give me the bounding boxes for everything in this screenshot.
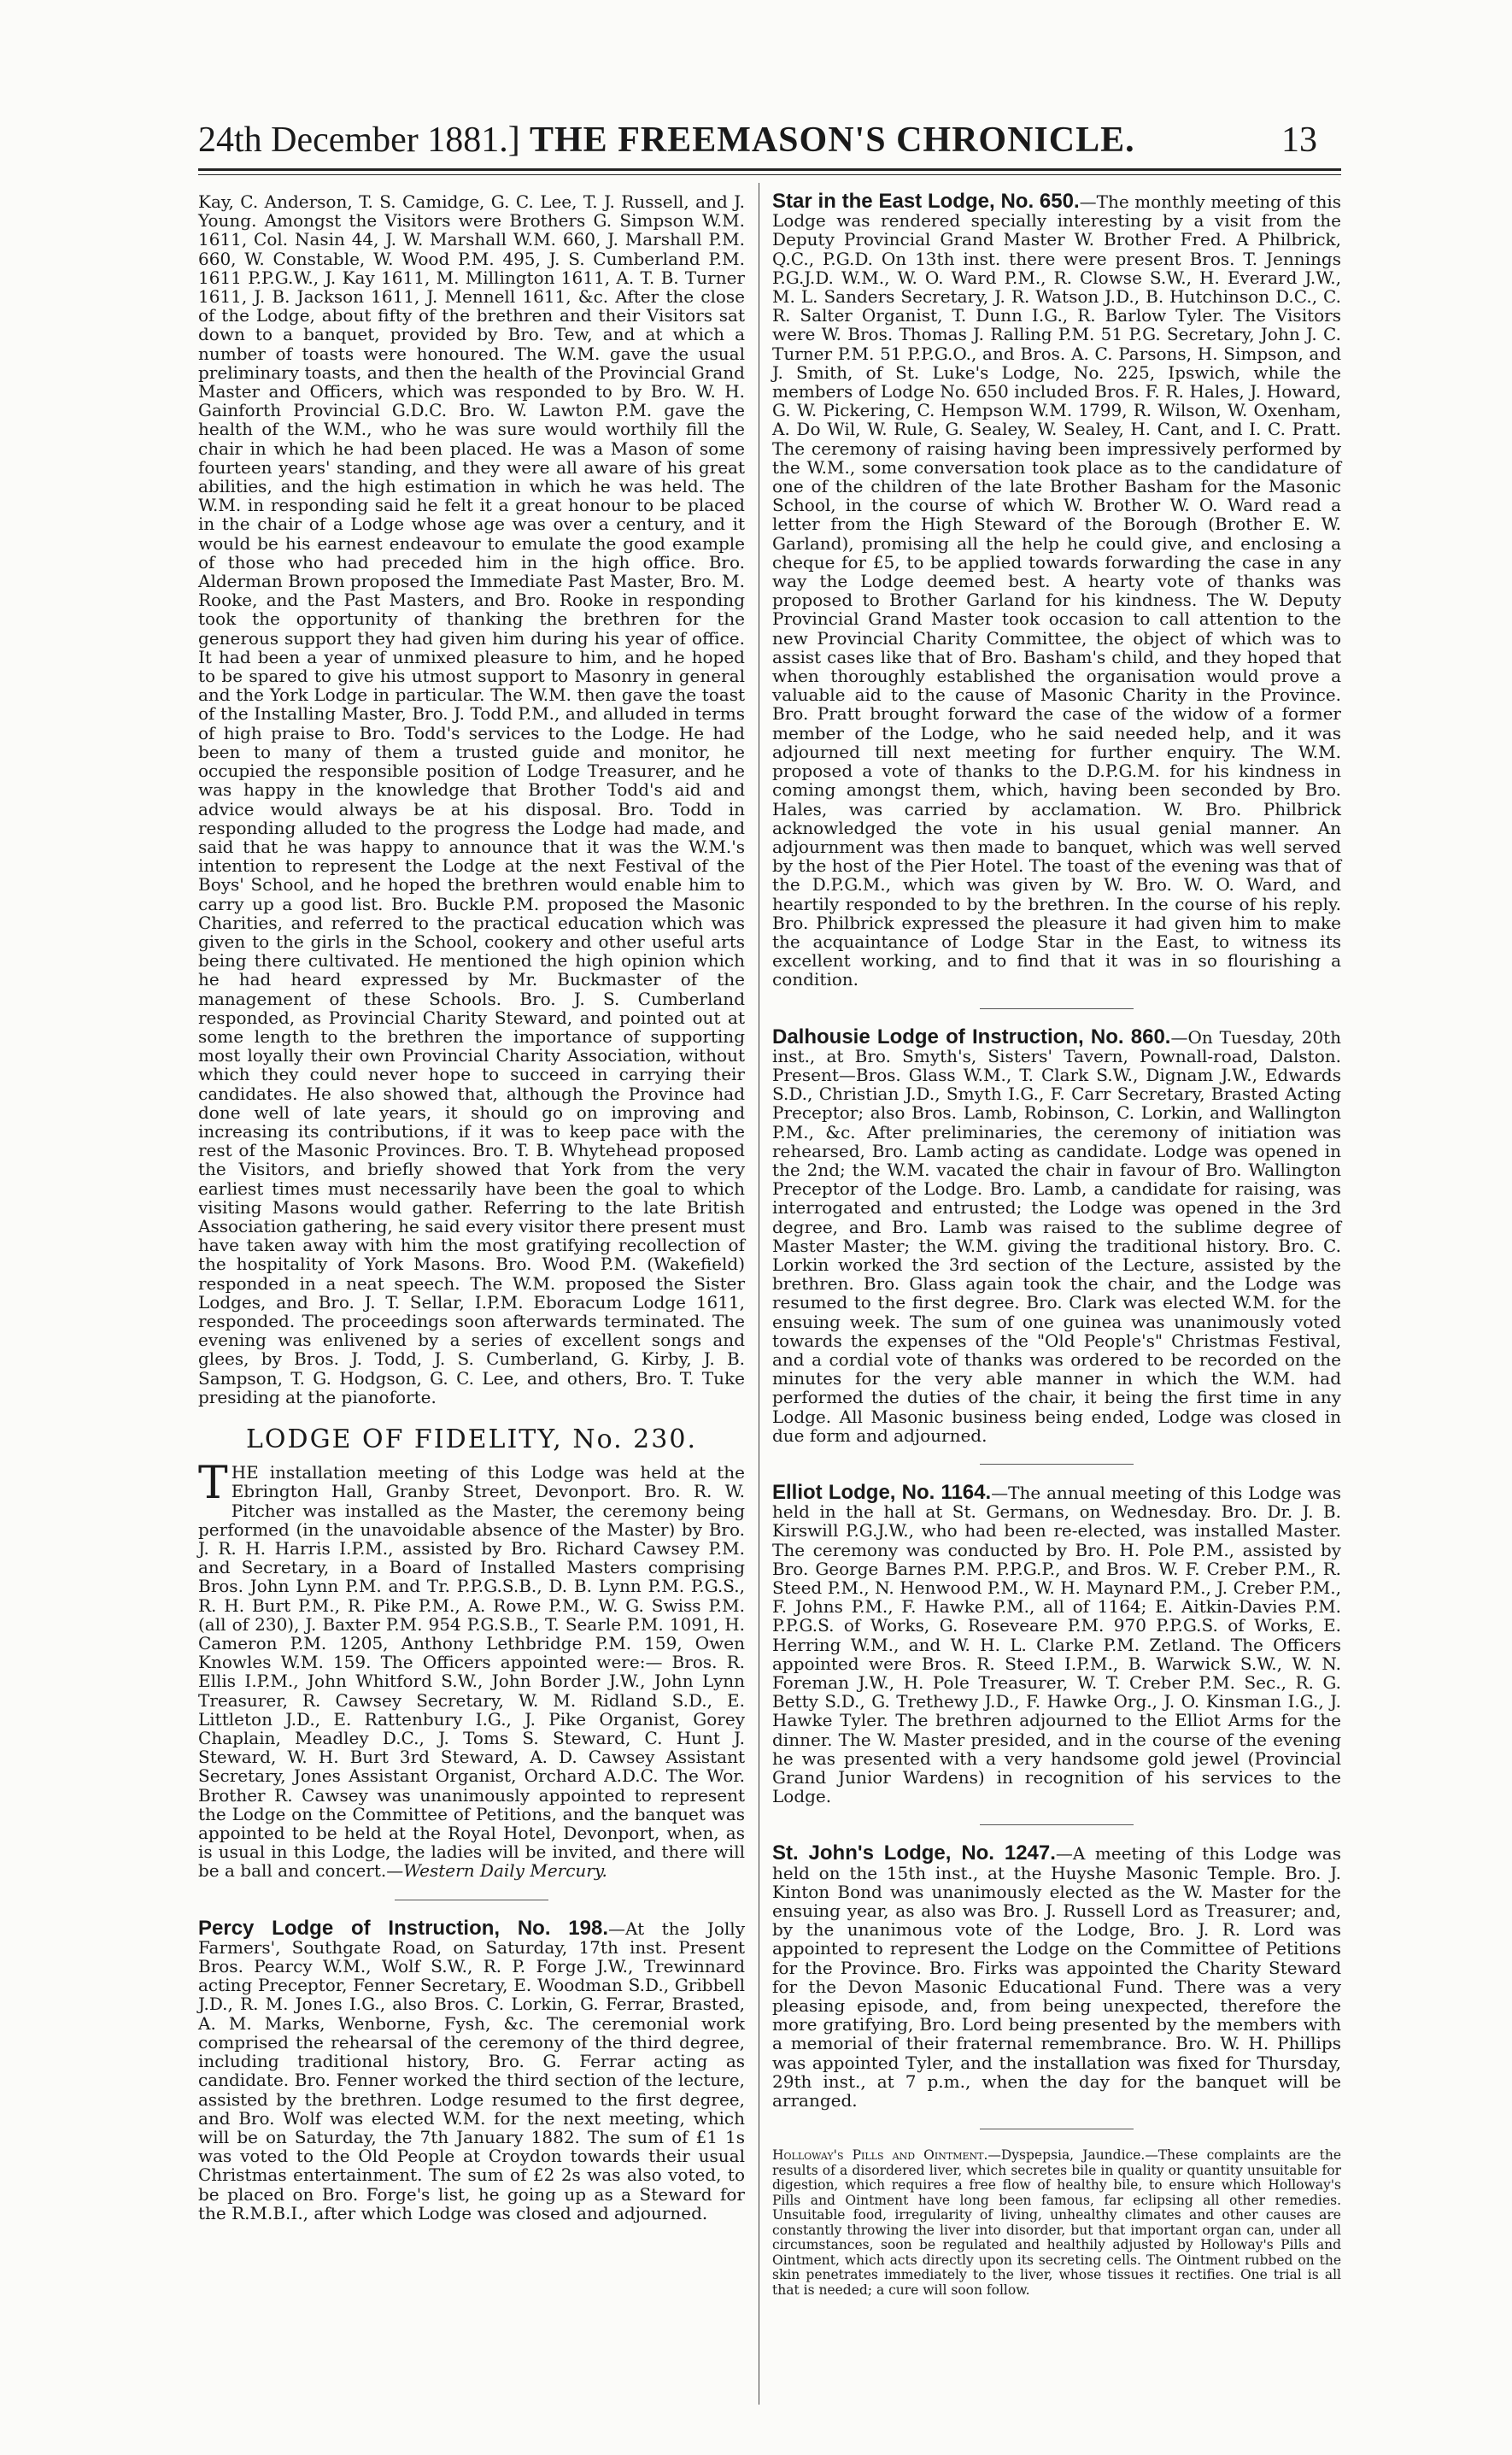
section-divider (980, 1464, 1134, 1465)
header-rule-thin (198, 174, 1341, 175)
stjohn-lodge-body: —A meeting of this Lodge was held on the 15th inst., at the Huyshe Masonic Temple. Bro. J. Kinton Bond was unanimously elected as the W. Master for the ensuing year, as also was Bro. J. Russell Lord as Treasurer; and, by the unanimous vote of the Lodge, Bro. J. R. Lord was appointed to represent the Lodge on the Committee of Petitions for the Province. Bro. Firks was appointed the Charity Steward for the Devon Masonic Educational Fund. There was a very pleasing episode, and, from being unexpected, therefore the more gratifying, Bro. Lord being presented by the members with a memorial of their fraternal remembrance. Bro. W. H. Phillips was appointed Tyler, and the installation was fixed for Thursday, 29th inst., at 7 p.m., when the day for the banquet will be arranged. (772, 1843, 1341, 2111)
dalhousie-lodge-report (772, 1025, 1341, 1446)
percy-lodge-body: —At the Jolly Farmers', Southgate Road, on Saturday, 17th inst. Present Bros. Pearcy W.M., Wolf S.W., R. P. Forge J.W., Trewinnard acting Preceptor, Fenner Secretary, E. Woodman S.D., Gribbell J.D., R. M. Jones I.G., also Bros. C. Lorkin, G. Ferrar, Brasted, A. M. Marks, Wenborne, Fysh, &c. The ceremonial work comprised the rehearsal of the ceremony of the third degree, including traditional history, Bro. G. Ferrar acting as candidate. Bro. Fenner worked the third section of the lecture, assisted by the brethren. Lodge resumed to the first degree, and Bro. Wolf was elected W.M. for the next meeting, which will be on Saturday, the 7th January 1882. The sum of £1 1s was voted to the Old People at Croydon towards their usual Christmas entertainment. The sum of £2 2s was also voted, to be placed on Bro. Forge's list, he going up as a Steward for the R.M.B.I., after which Lodge was closed and adjourned. (198, 1918, 746, 2223)
fidelity-section-title: LODGE OF FIDELITY, No. 230. (246, 1424, 697, 1454)
star-lodge-report (772, 192, 1341, 990)
york-lodge-report: Kay, C. Anderson, T. S. Camidge, G. C. Lee, T. J. Russell, and J. Young. Amongst the Visitors were Brothers G. Simpson W.M. 1611, Col. Nasin 44, J. W. Marshall W.M. 660, J. Marshall P.M. 660, W. Constable, W. Wood P.M. 495, J. S. Cumberland P.M. 1611 P.P.G.W., J. Kay 1611, M. Millington 1611, A. T. B. Turner 1611, J. B. Jackson 1611, J. Mennell 1611, &c. After the close of the Lodge, about fifty of the brethren and their Visitors sat down to a banquet, provided by Bro. Tew, and at which a number of toasts were honoured. The W.M. gave the usual preliminary toasts, and then the health of the Provincial Grand Master and Officers, which was responded to by Bro. W. H. Gainforth Provincial G.D.C. Bro. W. Lawton P.M. gave the health of the W.M., who he was sure would worthily fill the chair in which he had been placed. He was a Mason of some fourteen years' standing, and they were all aware of his great abilities, and the high estimation in which he was held. The W.M. in responding said he felt it a great honour to be placed in the chair of a Lodge whose age was over a century, and it would be his earnest endeavour to emulate the good example of those who had preceded him in the high office. Bro. Alderman Brown proposed the Immediate Past Master, Bro. M. Rooke, and the Past Masters, and Bro. Rooke in responding took the opportunity of thanking the brethren for the generous support they had given him during his year of office. It had been a year of unmixed pleasure to him, and he hoped to be spared to give his utmost support to Masonry in general and the York Lodge in particular. The W.M. then gave the toast of the Installing Master, Bro. J. Todd P.M., and alluded in terms of high praise to Bro. Todd's services to the Lodge. He had been to many of them a trusted guide and monitor, he occupied the responsible position of Lodge Treasurer, and he was happy in the knowledge that Brother Todd's aid and advice would always be at his disposal. Bro. Todd in responding alluded to the progress the Lodge had made, and said that he was happy to announce that it was the W.M.'s intention to represent the Lodge at the next Festival of the Boys' School, and he hoped the brethren would enable him to carry up a good list. Bro. Buckle P.M. proposed the Masonic Charities, and referred to the practical education which was given to the girls in the School, cookery and other useful arts being there cultivated. He mentioned the high opinion which he had heard expressed by Mr. Buckmaster of the management of these Schools. Bro. J. S. Cumberland responded, as Provincial Charity Steward, and pointed out at some length to the brethren the importance of supporting most loyally their own Provincial Charity Association, without which they could never hope to succeed in carrying their candidates. He also showed that, although the Province had done well of late years, it should go on improving and increasing its contributions, if it was to keep pace with the rest of the Masonic Provinces. Bro. T. B. Whytehead proposed the Visitors, and briefly showed that York from the very earliest times must necessarily have been the goal to which visiting Masons would gather. Referring to the late British Association gathering, he said every visitor there present must have taken away with him the most gratifying recollection of the hospitality of York Masons. Bro. Wood P.M. (Wakefield) responded in a neat speech. The W.M. proposed the Sister Lodges, and Bro. J. T. Sellar, I.P.M. Eboracum Lodge 1611, responded. The proceedings soon afterwards terminated. The evening was enlivened by a series of excellent songs and glees, by Bros. J. Todd, J. S. Cumberland, G. Kirby, J. B. Sampson, T. G. Hodgson, G. C. Lee, and others, Bro. T. Tuke presiding at the pianoforte. (198, 191, 745, 1407)
dalhousie-lodge-heading: Dalhousie Lodge of Instruction, No. 860. (772, 1025, 1171, 1048)
section-divider (980, 1824, 1134, 1825)
section-divider (980, 1008, 1134, 1009)
holloway-advertisement (772, 2148, 1341, 2298)
percy-lodge-heading: Percy Lodge of Instruction, No. 198. (198, 1916, 609, 1940)
header-rule (198, 168, 1341, 171)
elliot-lodge-heading: Elliot Lodge, No. 1164. (772, 1481, 992, 1504)
left-column (198, 192, 745, 2223)
fidelity-report (198, 1458, 745, 1882)
advertisement-lead: Holloway's Pills and Ointment. (772, 2147, 988, 2164)
advertisement-body: —Dyspepsia, Jaundice.—These complaints are the results of a disordered liver, which secretes bile in quality or quantity unsuitable for digestion, which requires a free flow of healthy bile, to ensure which Holloway's Pills and Ointment have long been famous, far eclipsing all other remedies. Unsuitable food, irregularity of living, unhealthy climates and other causes are constantly throwing the liver into disorder, but that important organ can, under all circumstances, soon be regulated and healthily adjusted by Holloway's Pills and Ointment, which acts directly upon its secreting cells. The Ointment rubbed on the skin penetrates immediately to the liver, whose tissues it rectifies. One trial is all that is needed; a cure will soon follow. (772, 2147, 1341, 2298)
newspaper-title: THE FREEMASON'S CHRONICLE. (530, 120, 1135, 160)
dalhousie-lodge-body: —On Tuesday, 20th inst., at Bro. Smyth's, Sisters' Tavern, Pownall-road, Dalston. Present—Bros. Glass W.M., T. Clark S.W., Dignam J.W., Edwards S.D., Christian J.D., Smyth I.G., F. Carr Secretary, Brasted Acting Preceptor; also Bros. Lamb, Robinson, C. Lorkin, and Wallington P.M., &c. After preliminaries, the ceremony of initiation was rehearsed, Bro. Lamb acting as candidate. Lodge was opened in the 2nd; the W.M. vacated the chair in favour of Bro. Wallington Preceptor of the Lodge. Bro. Lamb, a candidate for raising, was interrogated and entrusted; the Lodge was opened in the 3rd degree, and Bro. Lamb was raised to the sublime degree of Master Master; the W.M. giving the traditional history. Bro. C. Lorkin worked the 3rd section of the Lecture, assisted by the brethren. Bro. Glass again took the chair, and the Lodge was resumed to the first degree. Bro. Clark was elected W.M. for the ensuing week. The sum of one guinea was unanimously voted towards the expenses of the "Old People's" Christmas Festival, and a cordial vote of thanks was ordered to be recorded on the minutes for the very able manner in which the W.M. had performed the duties of the chair, it being the first time in any Lodge. All Masonic business being ended, Lodge was closed in due form and adjourned. (772, 1026, 1341, 1446)
elliot-lodge-report (772, 1483, 1341, 1806)
drop-cap: T (198, 1458, 228, 1510)
fidelity-source: Western Daily Mercury. (403, 1860, 607, 1882)
star-lodge-heading: Star in the East Lodge, No. 650. (772, 190, 1080, 213)
percy-lodge-report (198, 1916, 746, 2223)
page-number: 13 (1281, 120, 1317, 160)
stjohn-lodge-report (772, 1841, 1341, 2111)
stjohn-lodge-heading: St. John's Lodge, No. 1247. (772, 1841, 1056, 1865)
elliot-lodge-body: —The annual meeting of this Lodge was held in the hall at St. Germans, on Wednesday. Bro. Dr. J. B. Kirswill P.G.J.W., who had been re-elected, was installed Master. The ceremony was conducted by Bro. H. Pole P.M., assisted by Bro. George Barnes P.M. P.P.G.P., and Bros. W. F. Creber P.M., R. Steed P.M., N. Henwood P.M., W. H. Maynard P.M., J. Creber P.M., F. Johns P.M., F. Hawke P.M., all of 1164; E. Aitkin-Davies P.M. P.P.G.S. of Works, G. Roseveare P.M. 970 P.P.G.S. of Works, E. Herring W.M., and W. H. L. Clarke P.M. Zetland. The Officers appointed were Bros. R. Steed I.P.M., B. Warwick S.W., W. N. Foreman J.W., H. Pole Treasurer, W. T. Creber P.M. Sec., R. G. Betty S.D., G. Trethewy J.D., F. Hawke Org., J. O. Kinsman I.G., J. Hawke Tyler. The brethren adjourned to the Elliot Arms for the dinner. The W. Master presided, and in the course of the evening he was presented with a very handsome gold jewel (Provincial Grand Junior Wardens) in recognition of his services to the Lodge. (772, 1483, 1342, 1807)
star-lodge-body: —The monthly meeting of this Lodge was rendered specially interesting by a visit from the Deputy Provincial Grand Master W. Brother Fred. A Philbrick, Q.C., P.G.D. On 13th inst. there were present Bros. T. Jennings P.G.J.D. W.M., W. O. Ward P.M., R. Clowse S.W., H. Everard J.W., M. L. Sanders Secretary, J. R. Watson J.D., B. Hutchinson D.C., C. R. Salter Organist, T. Dunn I.G., R. Barlow Tyler. The Visitors were W. Bros. Thomas J. Ralling P.M. 51 P.G. Secretary, John J. C. Turner P.M. 51 P.P.G.O., and Bros. A. C. Parsons, H. Simpson, and J. Smith, of St. Luke's Lodge, No. 225, Ipswich, while the members of Lodge No. 650 included Bros. F. R. Hales, J. Howard, G. W. Pickering, C. Hempson W.M. 1799, R. Wilson, W. Oxenham, A. Do Wil, W. Rule, G. Sealey, W. Sealey, H. Cant, and I. C. Pratt. The ceremony of raising having been impressively performed by the W.M., some conversation took place as to the candidature of one of the children of the late Brother Basham for the Masonic School, in the course of which W. Brother W. O. Ward read a letter from the High Steward of the Borough (Brother E. W. Garland), promising all the help he could give, and enclosing a cheque for £5, to be applied towards forwarding the case in any way the Lodge deemed best. A hearty vote of thanks was proposed to Brother Garland for his kindness. The W. Deputy Provincial Grand Master took occasion to call attention to the new Provincial Charity Committee, the object of which was to assist cases like that of Bro. Basham's child, and they hoped that when thoroughly established the organisation would prove a valuable aid to the cause of Masonic Charity in the Province. Bro. Pratt brought forward the case of the widow of a former member of the Lodge, who he said needed help, and it was adjourned till next meeting for further enquiry. The W.M. proposed a vote of thanks to the D.P.G.M. for his kindness in coming amongst them, which, having been seconded by Bro. Hales, was carried by acclamation. W. Bro. Philbrick acknowledged the vote in his usual genial manner. An adjournment was then made to banquet, which was well served by the host of the Pier Hotel. The toast of the evening was that of the D.P.G.M., which was given by W. Bro. W. O. Ward, and heartily responded to by the brethren. In the course of his reply. Bro. Philbrick expressed the pleasure it had given him to make the acquaintance of Lodge Star in the East, to witness its excellent working, and to find that it was in so flourishing a condition. (772, 191, 1341, 990)
right-column (772, 192, 1341, 2298)
fidelity-body: HE installation meeting of this Lodge was held at the Ebrington Hall, Granby Street, Devonport. Bro. R. W. Pitcher was installed as the Master, the ceremony being performed (in the unavoidable absence of the Master) by Bro. J. R. H. Harris I.P.M., assisted by Bro. Richard Cawsey P.M. and Secretary, in a Board of Installed Masters comprising Bros. John Lynn P.M. and Tr. P.P.G.S.B., D. B. Lynn P.M. P.G.S., R. H. Burt P.M., R. Pike P.M., A. Rowe P.M., W. G. Swiss P.M. (all of 230), J. Baxter P.M. 954 P.G.S.B., T. Searle P.M. 1091, H. Cameron P.M. 1205, Anthony Lethbridge P.M. 159, Owen Knowles W.M. 159. The Officers appointed were:— Bros. R. Ellis I.P.M., John Whitford S.W., John Border J.W., John Lynn Treasurer, R. Cawsey Secretary, W. M. Ridland S.D., E. Littleton J.D., E. Rattenbury I.G., J. Pike Organist, Gorey Chaplain, Meadley D.C., J. Toms S. Steward, C. Hunt J. Steward, W. H. Burt 3rd Steward, A. D. Cawsey Assistant Secretary, Jones Assistant Organist, Orchard A.D.C. The Wor. Brother R. Cawsey was unanimously appointed to represent the Lodge on the Committee of Petitions, and the banquet was appointed to be held at the Royal Hotel, Devonport, when, as is usual in this Lodge, the ladies will be invited, and there will be a ball and concert.— (198, 1462, 745, 1882)
issue-date: 24th December 1881.] (198, 120, 520, 160)
